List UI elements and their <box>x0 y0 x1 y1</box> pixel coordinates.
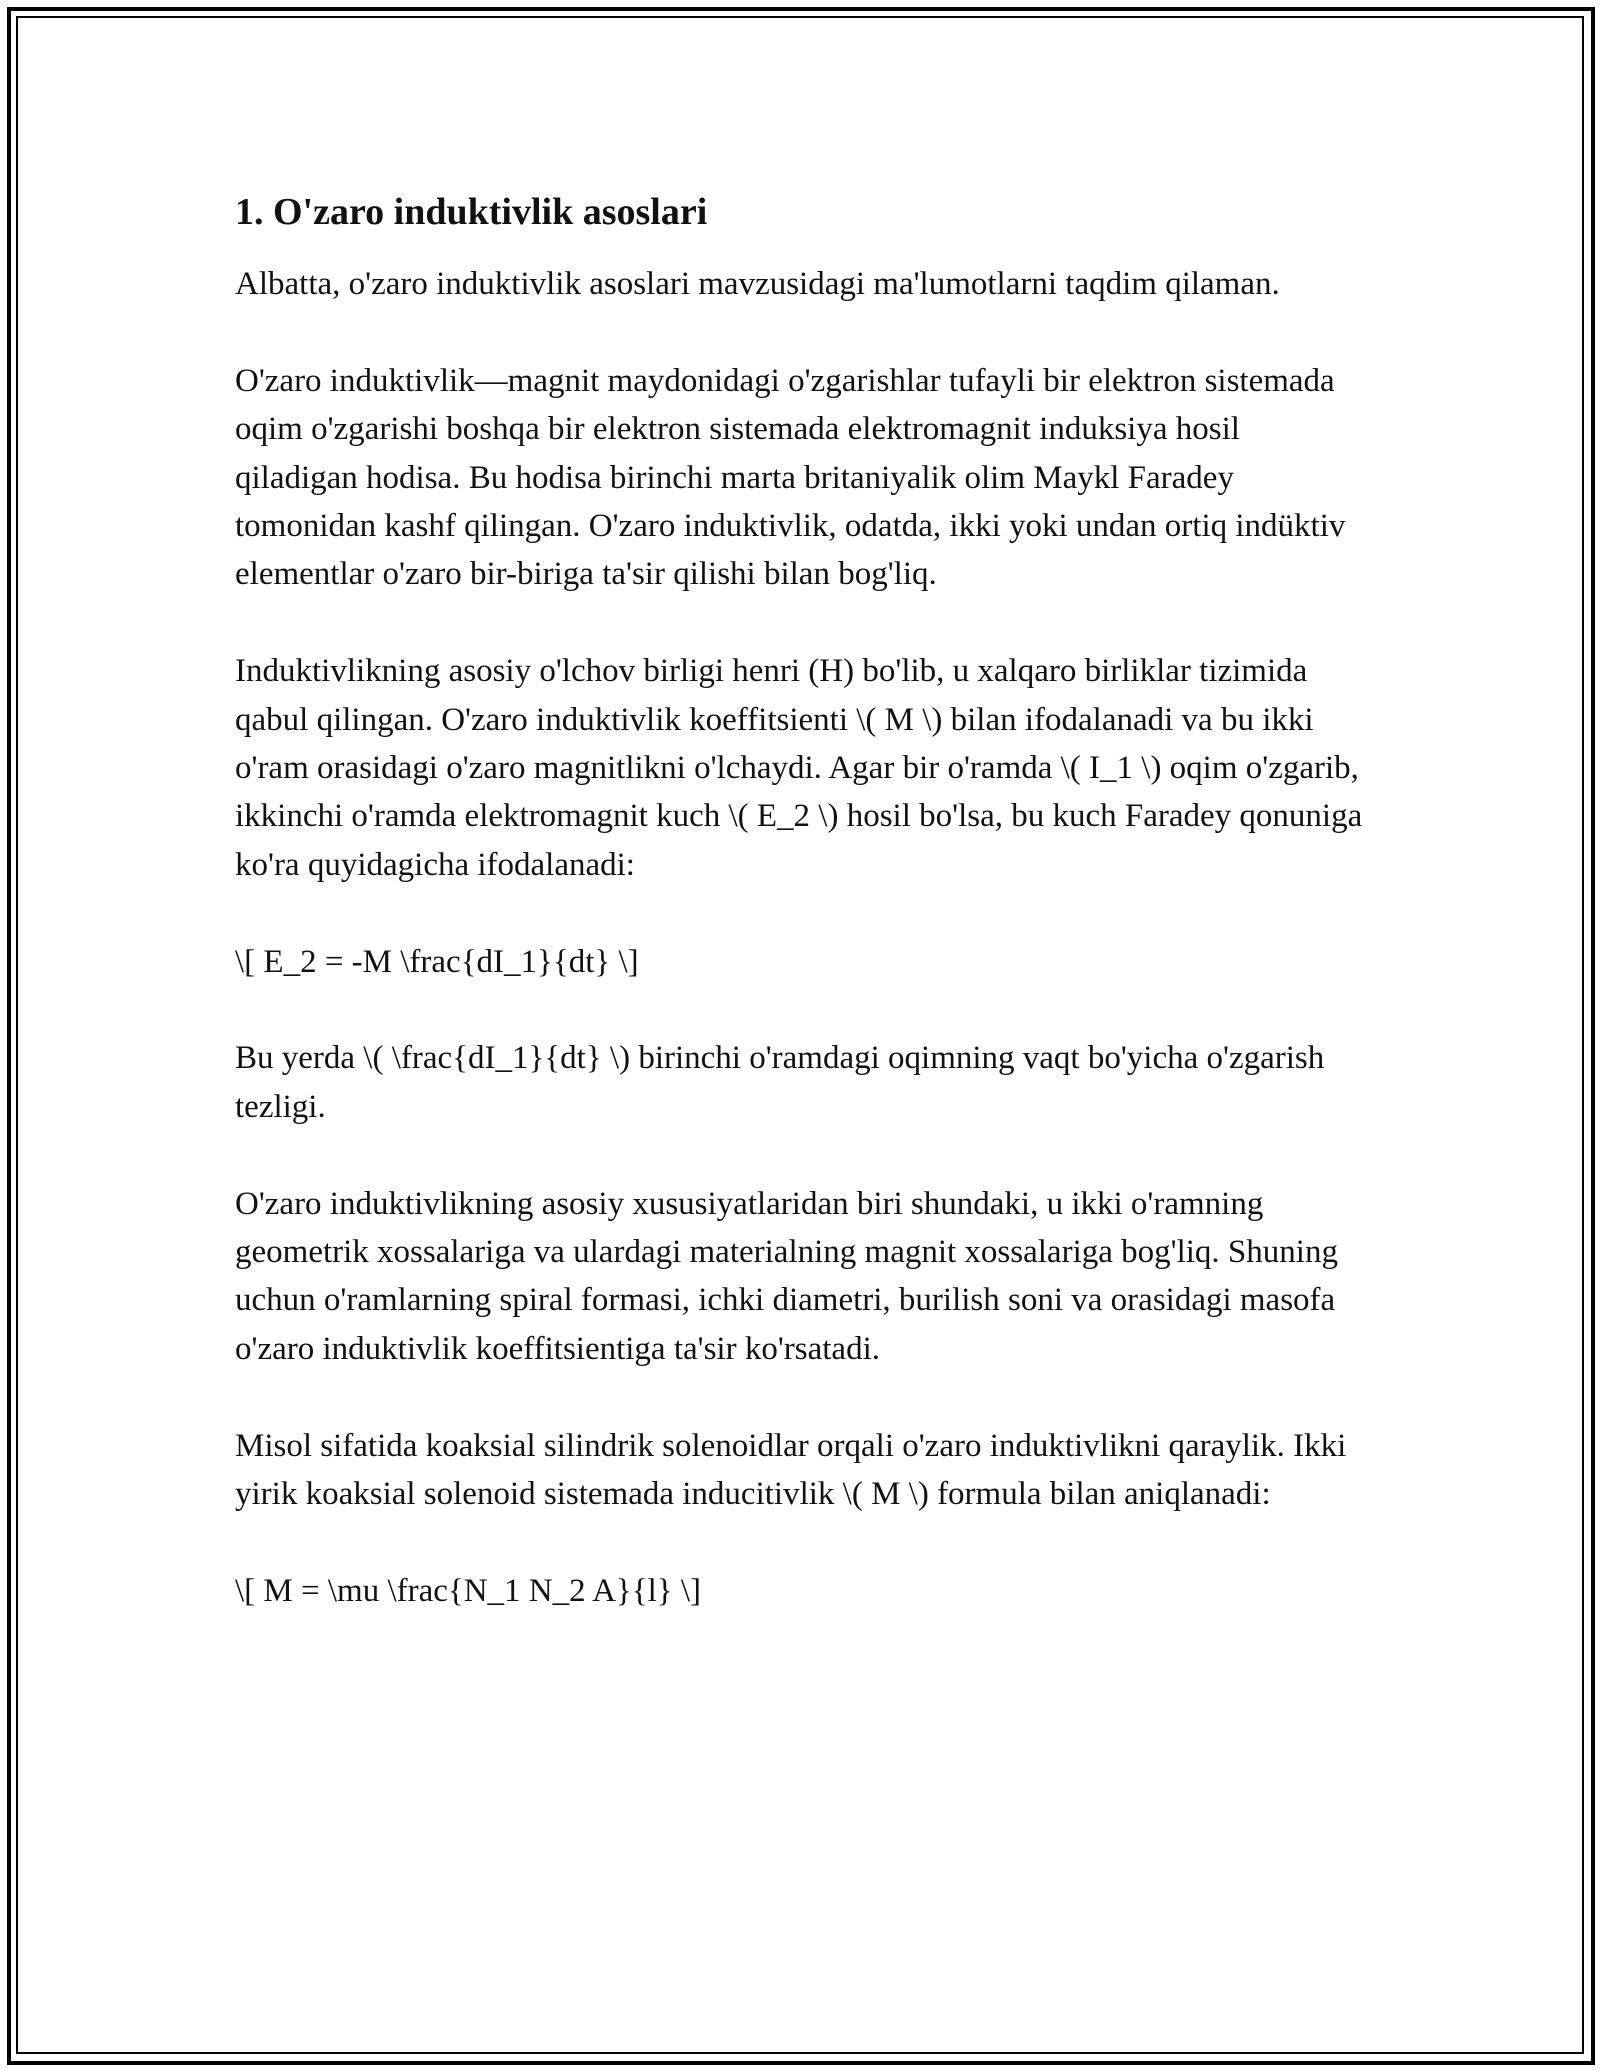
equation-mutual-inductance: \[ M = \mu \frac{N_1 N_2 A}{l} \] <box>235 1572 701 1609</box>
paragraph-definition: O'zaro induktivlik—magnit maydonidagi o'zgarishlar tufayli bir elektron sistemada oqim o'zgarishi boshqa bir elektron sistemada elektromagnit induksiya hosil qiladigan hodisa. Bu hodisa birinchi marta britaniyalik olim Maykl Faradey tomonidan kashf qilingan. O'zaro induktivlik, odatda, ikki yoki undan ortiq indüktiv elementlar o'zaro bir-biriga ta'sir qilishi bilan bog'liq. <box>235 362 1346 593</box>
paragraph-explanation: Bu yerda \( \frac{dI_1}{dt} \) birinchi o'ramdagi oqimning vaqt bo'yicha o'zgarish tezligi. <box>235 1040 1325 1125</box>
equation-emf: \[ E_2 = -M \frac{dI_1}{dt} \] <box>235 943 639 980</box>
paragraph-example: Misol sifatida koaksial silindrik solenoidlar orqali o'zaro induktivlikni qaraylik. Ikki yirik koaksial solenoid sistemada inducitivlik \( M \) formula bilan aniqlanadi: <box>235 1427 1347 1513</box>
document-body <box>235 180 1365 1615</box>
section-heading: 1. O'zaro induktivlik asoslari <box>235 191 708 233</box>
paragraph-units: Induktivlikning asosiy o'lchov birligi henri (H) bo'lib, u xalqaro birliklar tizimida qabul qilingan. O'zaro induktivlik koeffitsienti \( M \) bilan ifodalanadi va bu ikki o'ram orasidagi o'zaro magnitlikni o'lchaydi. Agar bir o'ramda \( I_1 \) oqim o'zgarib, ikkinchi o'ramda elektromagnit kuch \( E_2 \) hosil bo'lsa, bu kuch Faradey qonuniga ko'ra quyidagicha ifodalanadi: <box>235 653 1363 883</box>
paragraph-properties: O'zaro induktivlikning asosiy xususiyatlaridan biri shundaki, u ikki o'ramning geometrik xossalariga va ulardagi materialning magnit xossalariga bog'liq. Shuning uchun o'ramlarning spiral formasi, ichki diametri, burilish soni va orasidagi masofa o'zaro induktivlik koeffitsientiga ta'sir ko'rsatadi. <box>235 1185 1338 1367</box>
paragraph-intro: Albatta, o'zaro induktivlik asoslari mavzusidagi ma'lumotlarni taqdim qilaman. <box>235 266 1280 302</box>
